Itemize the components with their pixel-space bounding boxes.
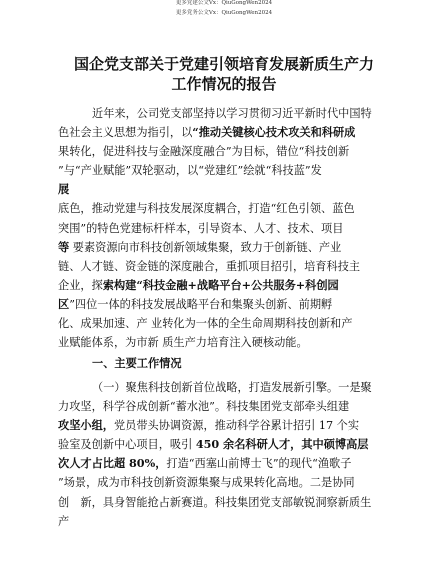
watermark-line: 更多党务公文Vx：QiuGongWen2024	[175, 10, 273, 16]
watermark-line: 更多党建公文Vx：QiuGongWen2024	[175, 0, 273, 6]
text-run-bold: 450 余名科研人才，其中硕博高层	[195, 437, 369, 452]
text-run: ”四位一体的科技发展战略平台和集聚头创新、前期孵	[69, 297, 333, 311]
section-heading: 一、主要工作情况	[92, 357, 182, 370]
text-line	[58, 123, 398, 142]
text-run-bold: 攻坚小组，	[58, 418, 114, 433]
text-run: 力攻坚，科学谷成创新“	[58, 400, 176, 414]
text-line	[58, 238, 398, 257]
text-run: 企业，探	[58, 278, 103, 292]
document-title-line2: 工作情况的报告	[171, 75, 277, 93]
section-heading-wrap	[58, 354, 398, 373]
text-run: 色社会主义思想为指引，以	[58, 126, 193, 140]
text-run-bold: 索构建“科技金融+战略平台+公共服务+科创园	[102, 277, 339, 292]
text-run: 突围”的特色党建标杆样本，引导资本、人才、技术、项目	[58, 221, 344, 235]
text-run: 近年来，公司党支部坚持以学习贯彻习近平新时代中国特	[92, 107, 372, 120]
text-line	[58, 276, 398, 295]
text-run: 打造“西塞山前博士飞”的现代“渔歌子	[166, 457, 352, 471]
text-run-bold: 展	[58, 182, 70, 197]
text-line	[58, 333, 398, 352]
text-line	[58, 295, 398, 314]
text-line	[58, 104, 398, 123]
text-run: 化、成果加速、产 业转化为一体的全生命周期科技创新和产	[58, 317, 353, 331]
text-run: （一）聚焦科技创新首位战略，打造发展新引擎。一是聚	[92, 381, 372, 394]
text-line	[58, 454, 398, 473]
text-run: 验室及创新中心项目，吸引	[58, 438, 196, 452]
text-line	[58, 199, 398, 218]
text-run: 业赋能体系，为市新 质生产力培育注入硬核动能。	[58, 336, 308, 350]
text-run-bold: 等	[58, 239, 70, 254]
text-line	[58, 416, 398, 435]
text-line	[58, 180, 398, 199]
text-line	[58, 314, 398, 333]
text-run: 产	[58, 514, 70, 528]
text-run: 果转化，促进科技与金融深度融合	[58, 145, 226, 159]
text-line	[58, 219, 398, 238]
text-run-bold: “推动关键核心技术攻关和科研成	[192, 125, 356, 140]
text-run-bold: 区	[58, 296, 70, 311]
text-line	[58, 378, 398, 397]
text-line	[58, 512, 398, 531]
text-run-bold: 次人才占比超 80%，	[58, 456, 167, 471]
text-run: ”为目标，错位“科技创新	[225, 145, 350, 159]
text-run: 链、人才链、资金链的深度融合，重抓项目招引，培育科技主	[58, 259, 361, 273]
text-run: ”场景，成为市科技创新资源集聚与成果转化高地。二是协同	[58, 476, 355, 490]
text-run: 创 新，具身智能抢占新赛道。科技集团党支部敏锐洞察新质生	[58, 495, 372, 509]
text-run: 要素资源向市科技创新领域集聚，致力于创新链、产业	[69, 240, 342, 254]
text-line	[58, 161, 398, 180]
text-run: 底色，推动党建与科技发展深度耦合，打造“红色引领、蓝色	[58, 202, 355, 216]
text-line	[58, 397, 398, 416]
text-line	[58, 257, 398, 276]
text-line	[58, 142, 398, 161]
text-line	[58, 473, 398, 492]
text-line	[58, 435, 398, 454]
document-title: 国企党支部关于党建引领培育发展新质生产力	[73, 55, 374, 73]
text-line	[58, 493, 398, 512]
paragraph-intro	[58, 104, 398, 352]
text-run: 蓄水池”。科技集团党支部牵头组建	[175, 400, 350, 414]
paragraph-section1	[58, 378, 398, 531]
text-run: 党员带头协调资源，推动科学谷累计招引 17 个实	[113, 419, 360, 433]
text-run: ”与“产业赋能”双轮驱动，以“党建红”绘就“科技蓝”发	[58, 164, 322, 178]
